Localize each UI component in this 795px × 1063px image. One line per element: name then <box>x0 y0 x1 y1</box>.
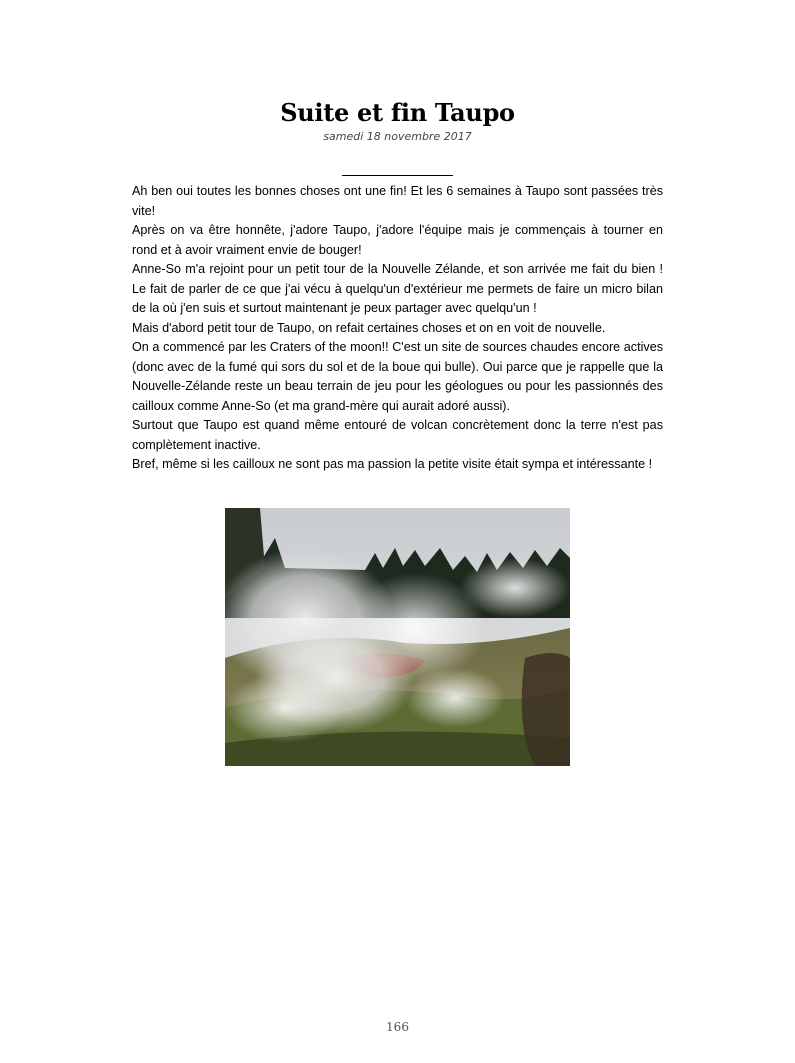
paragraph: Bref, même si les cailloux ne sont pas ma passion la petite visite était sympa et intéressante ! <box>132 457 653 471</box>
paragraph: Ah ben oui toutes les bonnes choses ont une fin! Et les 6 semaines à Taupo sont passées très vite! <box>132 184 663 218</box>
craters-photo <box>225 508 570 766</box>
paragraph: Anne-So m'a rejoint pour un petit tour de la Nouvelle Zélande, et son arrivée me fait du bien ! Le fait de parler de ce que j'ai vécu à quelqu'un d'extérieur me permets de faire un micro bilan de la où j'en suis et surtout maintenant je peux partager avec quelqu'un ! <box>132 262 663 315</box>
page-title: Suite et fin Taupo <box>280 98 515 127</box>
paragraph: Après on va être honnête, j'adore Taupo, j'adore l'équipe mais je commençais à tourner en rond et à avoir vraiment envie de bouger! <box>132 223 663 257</box>
paragraph: Surtout que Taupo est quand même entouré de volcan concrètement donc la terre n'est pas complètement inactive. <box>132 418 663 452</box>
article-body <box>132 182 663 475</box>
post-date: samedi 18 novembre 2017 <box>323 130 472 143</box>
title-divider <box>342 175 453 176</box>
paragraph: On a commencé par les Craters of the moon!! C'est un site de sources chaudes encore actives (donc avec de la fumé qui sors du sol et de la boue qui bulle). Oui parce que je rappelle que la Nouvelle-Zélande reste un beau terrain de jeu pour les géologues ou pour les passionnés des cailloux comme Anne-So (et ma grand-mère qui aurait adoré aussi). <box>132 340 663 413</box>
paragraph: Mais d'abord petit tour de Taupo, on refait certaines choses et on en voit de nouvelle. <box>132 320 606 335</box>
page-number: 166 <box>386 1020 409 1034</box>
